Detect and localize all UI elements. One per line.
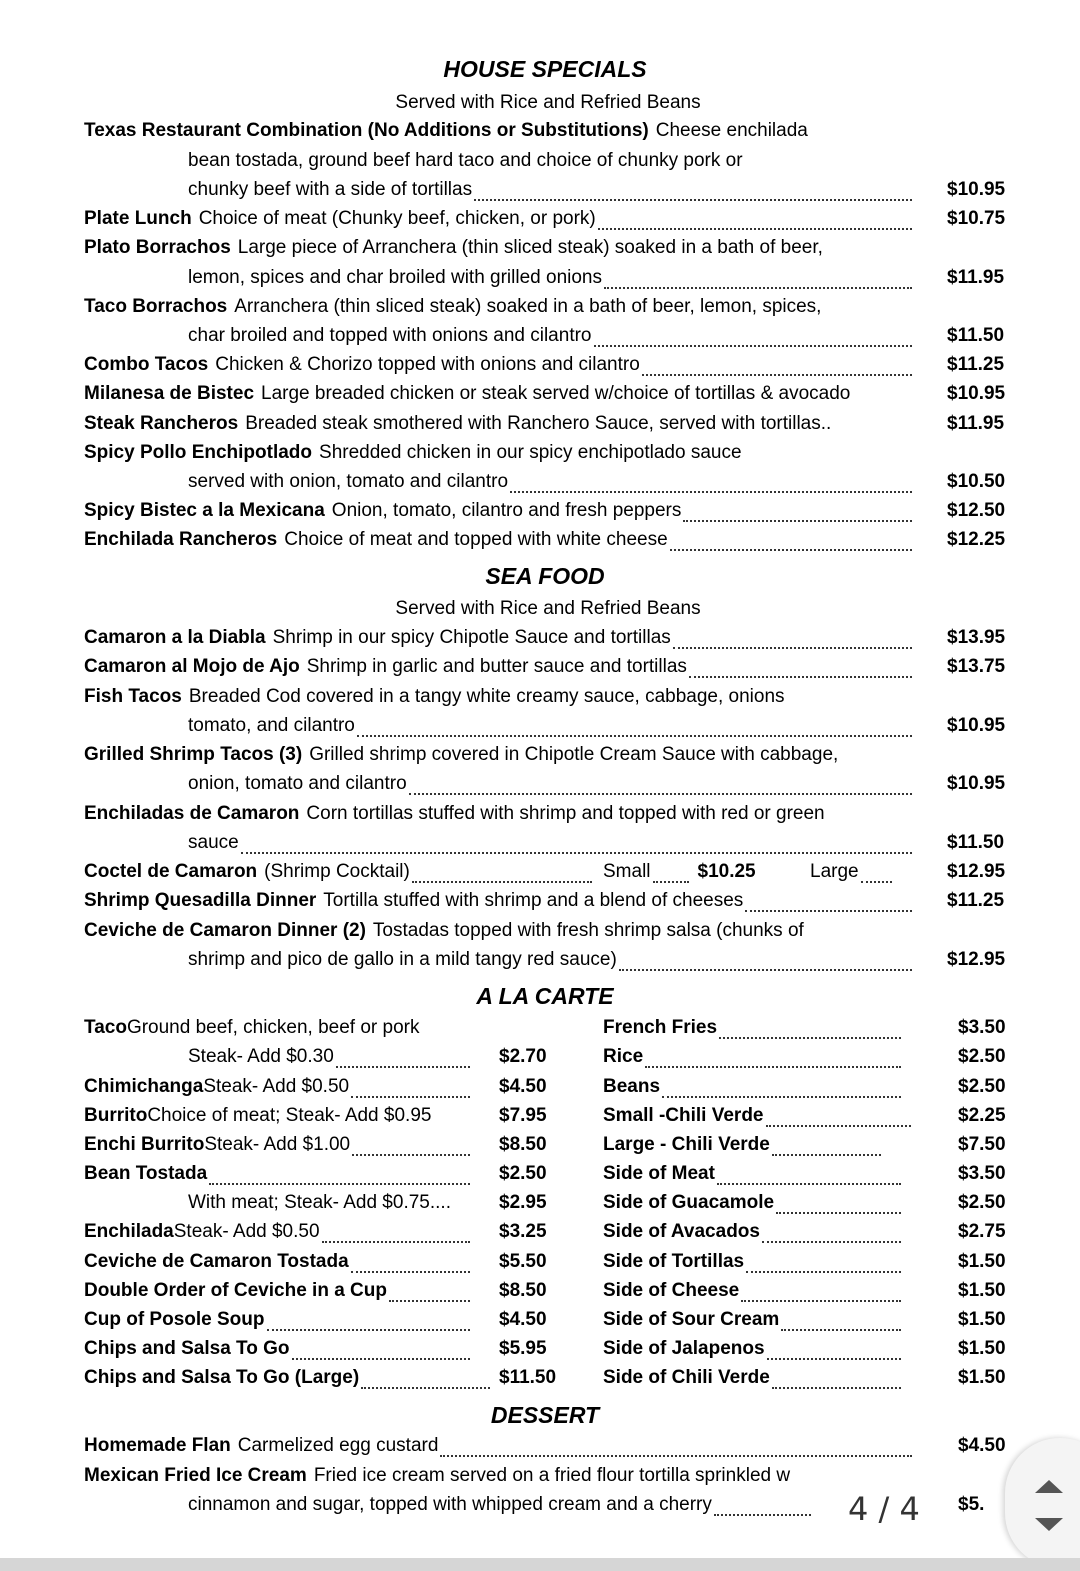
- carte-side-item: [603, 1338, 903, 1366]
- item-price: $10.50: [947, 471, 1006, 492]
- carte-side-item: [603, 1251, 903, 1279]
- item-desc: Choice of meat (Chunky beef, chicken, or pork): [198, 208, 596, 229]
- section-title-sea-food: SEA FOOD: [485, 563, 605, 589]
- item-name: Mexican Fried Ice Cream: [84, 1465, 307, 1486]
- item-price: $12.50: [947, 500, 1006, 521]
- item-desc: Ground beef, chicken, beef or pork: [126, 1017, 420, 1038]
- item-price: $1.50: [958, 1309, 1006, 1330]
- triangle-up-icon[interactable]: [1035, 1480, 1063, 1493]
- item-price: $5.50: [499, 1251, 547, 1272]
- item-name: Enchiladas de Camaron: [84, 803, 300, 824]
- item-desc: chunky beef with a side of tortillas: [188, 179, 473, 200]
- item-price: $1.50: [958, 1280, 1006, 1301]
- item-name: Beans: [603, 1076, 661, 1097]
- item-desc: Steak- Add $0.30: [188, 1046, 334, 1067]
- item-desc: Steak- Add $0.50: [203, 1076, 350, 1097]
- size-label: Small: [603, 861, 651, 882]
- item-name: Fish Tacos: [84, 686, 182, 707]
- menu-item: [84, 442, 914, 470]
- menu-item: [84, 529, 914, 557]
- menu-item-cont: [188, 773, 914, 801]
- item-name: Large - Chili Verde: [603, 1134, 770, 1155]
- item-desc: Breaded Cod covered in a tangy white creamy sauce, cabbage, onions: [188, 686, 785, 707]
- item-desc: Carmelized egg custard: [237, 1435, 439, 1456]
- size-option-small: [603, 861, 773, 889]
- item-price: $10.75: [947, 208, 1006, 229]
- item-price: $3.50: [958, 1163, 1006, 1184]
- menu-item-cont: [188, 715, 914, 743]
- item-name: Steak Rancheros: [84, 413, 239, 434]
- item-name: Side of Cheese: [603, 1280, 740, 1301]
- item-price: $5.95: [499, 1338, 547, 1359]
- carte-side-item: [603, 1309, 903, 1337]
- item-price: $2.50: [958, 1076, 1006, 1097]
- item-name: Double Order of Ceviche in a Cup: [84, 1280, 387, 1301]
- item-name: Coctel de Camaron: [84, 861, 258, 882]
- carte-item: [84, 1105, 472, 1133]
- item-price: $11.95: [947, 413, 1005, 434]
- item-desc: char broiled and topped with onions and cilantro: [188, 325, 592, 346]
- item-name: Side of Guacamole: [603, 1192, 775, 1213]
- size-price: $10.25: [697, 861, 756, 882]
- item-desc: Steak- Add $0.50: [173, 1221, 320, 1242]
- item-price: $10.95: [947, 383, 1006, 404]
- item-name: Cup of Posole Soup: [84, 1309, 265, 1330]
- carte-side-item: [603, 1163, 903, 1191]
- size-label: Large: [810, 861, 859, 882]
- item-price: $4.50: [499, 1076, 547, 1097]
- item-name: Combo Tacos: [84, 354, 209, 375]
- item-price: $3.25: [499, 1221, 547, 1242]
- item-price: $4.50: [499, 1309, 547, 1330]
- item-desc: Choice of meat and topped with white cheese: [284, 529, 668, 550]
- item-name: Enchilada: [84, 1221, 174, 1242]
- item-name: Ceviche de Camaron Dinner (2): [84, 920, 366, 941]
- item-name: Side of Sour Cream: [603, 1309, 780, 1330]
- item-price: $10.95: [947, 179, 1006, 200]
- item-price: $11.25: [947, 354, 1005, 375]
- menu-item-cont: [188, 150, 914, 178]
- item-price: $4.50: [958, 1435, 1006, 1456]
- carte-item: [84, 1221, 472, 1249]
- carte-item: [84, 1367, 492, 1395]
- menu-item: [84, 413, 914, 441]
- item-name: Side of Jalapenos: [603, 1338, 765, 1359]
- item-desc: Cheese enchilada: [655, 120, 808, 141]
- menu-item-cont: [188, 179, 914, 207]
- section-title-dessert: DESSERT: [490, 1402, 600, 1428]
- item-name: Taco: [84, 1017, 127, 1038]
- item-desc: Arranchera (thin sliced steak) soaked in a bath of beer, lemon, spices,: [234, 296, 822, 317]
- item-price: $13.95: [947, 627, 1006, 648]
- item-name: Enchilada Rancheros: [84, 529, 278, 550]
- menu-item: [84, 296, 914, 324]
- menu-item: [84, 744, 914, 772]
- item-price: $7.95: [499, 1105, 547, 1126]
- item-price: $8.50: [499, 1134, 547, 1155]
- carte-side-item: [603, 1076, 903, 1104]
- item-desc: Steak- Add $1.00: [204, 1134, 351, 1155]
- item-desc: bean tostada, ground beef hard taco and choice of chunky pork or: [188, 150, 743, 171]
- item-desc: shrimp and pico de gallo in a mild tangy red sauce): [188, 949, 617, 970]
- carte-item: [84, 1076, 472, 1104]
- item-price: $2.50: [958, 1046, 1006, 1067]
- item-desc: Grilled shrimp covered in Chipotle Cream Sauce with cabbage,: [309, 744, 839, 765]
- item-price: $5.: [958, 1494, 985, 1515]
- carte-side-item: [603, 1221, 903, 1249]
- item-price: $13.75: [947, 656, 1006, 677]
- menu-item: [84, 1465, 844, 1493]
- item-price: $7.50: [958, 1134, 1006, 1155]
- item-price: $1.50: [958, 1367, 1006, 1388]
- item-price: $12.95: [947, 861, 1006, 882]
- item-desc: Tortilla stuffed with shrimp and a blend of cheeses: [323, 890, 744, 911]
- item-price: $11.50: [499, 1367, 557, 1388]
- item-name: Milanesa de Bistec: [84, 383, 255, 404]
- carte-item-cont: [188, 1192, 472, 1220]
- section-title-house-specials: HOUSE SPECIALS: [443, 56, 647, 82]
- carte-item: [84, 1134, 472, 1162]
- item-name: Chips and Salsa To Go: [84, 1338, 290, 1359]
- carte-side-item: [603, 1192, 903, 1220]
- section-subtitle-sea-food: Served with Rice and Refried Beans: [395, 598, 701, 619]
- menu-item-cont: [188, 471, 914, 499]
- menu-item-cont: [188, 267, 914, 295]
- item-desc: Shrimp in garlic and butter sauce and tortillas: [306, 656, 687, 677]
- section-subtitle-house-specials: Served with Rice and Refried Beans: [395, 92, 701, 113]
- item-name: Enchi Burrito: [84, 1134, 205, 1155]
- item-desc: Corn tortillas stuffed with shrimp and topped with red or green: [306, 803, 825, 824]
- carte-side-item: [603, 1367, 903, 1395]
- item-name: Texas Restaurant Combination (No Additions or Substitutions): [84, 120, 649, 141]
- item-name: Spicy Bistec a la Mexicana: [84, 500, 325, 521]
- item-price: $10.95: [947, 715, 1006, 736]
- item-name: Side of Avacados: [603, 1221, 760, 1242]
- item-name: Grilled Shrimp Tacos (3): [84, 744, 303, 765]
- item-price: $8.50: [499, 1280, 547, 1301]
- item-price: $2.95: [499, 1192, 547, 1213]
- triangle-down-icon[interactable]: [1035, 1518, 1063, 1531]
- menu-item: [84, 627, 914, 655]
- carte-side-item: [603, 1134, 883, 1162]
- item-desc: Fried ice cream served on a fried flour tortilla sprinkled w: [313, 1465, 791, 1486]
- item-desc: onion, tomato and cilantro: [188, 773, 407, 794]
- item-name: Camaron a la Diabla: [84, 627, 266, 648]
- item-desc: Shrimp in our spicy Chipotle Sauce and tortillas: [272, 627, 671, 648]
- item-price: $2.50: [958, 1192, 1006, 1213]
- item-name: Taco Borrachos: [84, 296, 228, 317]
- item-price: $10.95: [947, 773, 1006, 794]
- item-desc: sauce: [188, 832, 239, 853]
- carte-item: [84, 1309, 472, 1337]
- menu-item: [84, 354, 914, 382]
- item-desc: cinnamon and sugar, topped with whipped cream and a cherry: [188, 1494, 712, 1515]
- item-desc: tomato, and cilantro: [188, 715, 355, 736]
- bottom-bar: [0, 1558, 1080, 1571]
- menu-item: [84, 803, 914, 831]
- item-desc: (Shrimp Cocktail): [264, 861, 410, 882]
- item-name: Plate Lunch: [84, 208, 192, 229]
- menu-item: [84, 120, 914, 148]
- menu-item: [84, 383, 914, 411]
- item-price: $11.25: [947, 890, 1005, 911]
- menu-item-cont: [188, 325, 914, 353]
- menu-item: [84, 686, 914, 714]
- item-desc: With meat; Steak- Add $0.75....: [188, 1192, 451, 1213]
- item-name: Ceviche de Camaron Tostada: [84, 1251, 349, 1272]
- item-price: $2.50: [499, 1163, 547, 1184]
- item-name: Side of Meat: [603, 1163, 715, 1184]
- item-desc: Onion, tomato, cilantro and fresh peppers: [331, 500, 682, 521]
- item-name: Burrito: [84, 1105, 148, 1126]
- item-price: $11.50: [947, 325, 1005, 346]
- item-price: $2.25: [958, 1105, 1006, 1126]
- menu-item-cont: [188, 949, 914, 977]
- item-price: $12.95: [947, 949, 1006, 970]
- item-price: $1.50: [958, 1338, 1006, 1359]
- item-name: Bean Tostada: [84, 1163, 208, 1184]
- carte-side-item: [603, 1017, 903, 1045]
- item-name: Homemade Flan: [84, 1435, 231, 1456]
- item-name: Shrimp Quesadilla Dinner: [84, 890, 317, 911]
- carte-item: [84, 1338, 472, 1366]
- item-desc: Shredded chicken in our spicy enchipotlado sauce: [319, 442, 742, 463]
- menu-item-cont: [188, 1494, 813, 1522]
- item-name: Side of Tortillas: [603, 1251, 745, 1272]
- item-name: Plato Borrachos: [84, 237, 231, 258]
- menu-item: [84, 890, 914, 918]
- carte-side-item: [603, 1280, 903, 1308]
- item-desc: Chicken & Chorizo topped with onions and cilantro: [215, 354, 640, 375]
- item-name: Camaron al Mojo de Ajo: [84, 656, 300, 677]
- item-name: French Fries: [603, 1017, 718, 1038]
- menu-item-cont: [188, 832, 914, 860]
- page-indicator: 4 / 4: [848, 1490, 920, 1528]
- item-price: $11.95: [947, 267, 1005, 288]
- item-price: $12.25: [947, 529, 1006, 550]
- item-price: $11.50: [947, 832, 1005, 853]
- section-title-a-la-carte: A LA CARTE: [476, 983, 614, 1009]
- carte-side-item: [603, 1046, 903, 1074]
- item-desc: lemon, spices and char broiled with grilled onions: [188, 267, 603, 288]
- menu-item: [84, 1435, 914, 1463]
- menu-item: [84, 656, 914, 684]
- item-desc: Large breaded chicken or steak served w/choice of tortillas & avocado: [261, 383, 851, 404]
- item-price: $2.75: [958, 1221, 1006, 1242]
- size-option-large: [810, 861, 894, 889]
- item-name: Rice: [603, 1046, 644, 1067]
- item-price: $2.70: [499, 1046, 547, 1067]
- carte-item: [84, 1280, 472, 1308]
- menu-item: [84, 920, 914, 948]
- menu-item: [84, 208, 914, 236]
- item-desc: served with onion, tomato and cilantro: [188, 471, 509, 492]
- carte-side-item: [603, 1105, 913, 1133]
- item-desc: Breaded steak smothered with Ranchero Sauce, served with tortillas..: [245, 413, 832, 434]
- carte-item: [84, 1017, 472, 1045]
- item-name: Chimichanga: [84, 1076, 204, 1097]
- carte-item: [84, 1163, 472, 1191]
- carte-item-cont: [188, 1046, 472, 1074]
- menu-item: [84, 861, 594, 889]
- menu-item: [84, 500, 914, 528]
- item-name: Side of Chili Verde: [603, 1367, 770, 1388]
- item-name: Small -Chili Verde: [603, 1105, 764, 1126]
- carte-item: [84, 1251, 472, 1279]
- item-name: Chips and Salsa To Go (Large): [84, 1367, 360, 1388]
- item-desc: Large piece of Arranchera (thin sliced steak) soaked in a bath of beer,: [237, 237, 823, 258]
- item-desc: Tostadas topped with fresh shrimp salsa (chunks of: [372, 920, 804, 941]
- menu-item: [84, 237, 914, 265]
- item-name: Spicy Pollo Enchipotlado: [84, 442, 313, 463]
- item-price: $1.50: [958, 1251, 1006, 1272]
- item-desc: Choice of meat; Steak- Add $0.95: [147, 1105, 432, 1126]
- item-price: $3.50: [958, 1017, 1006, 1038]
